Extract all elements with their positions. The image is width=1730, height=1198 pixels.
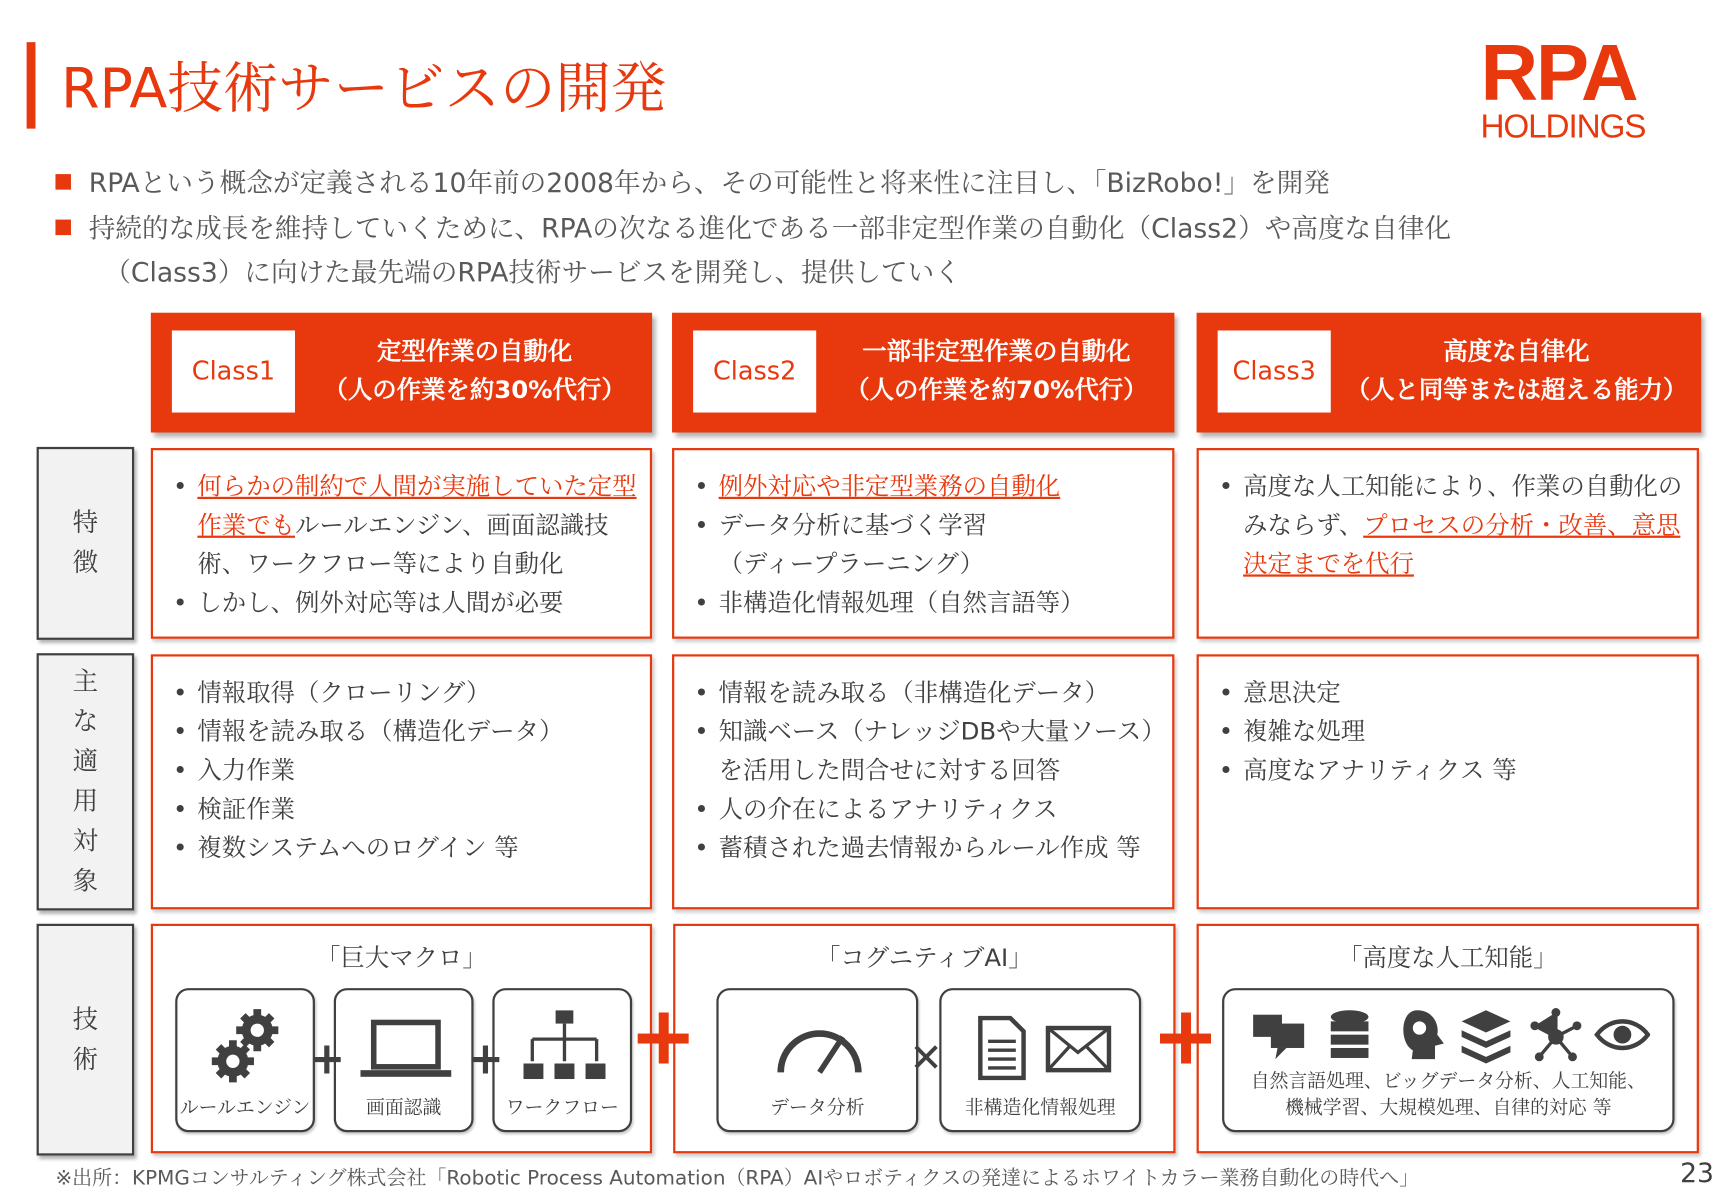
target-item-cont: を活用した問合せに対する回答 — [718, 757, 1061, 786]
class2-features — [672, 448, 1174, 639]
tech-workflow — [492, 988, 632, 1132]
ai-icons-row — [1251, 1006, 1650, 1068]
feature-item — [694, 468, 1161, 507]
class-badge: Class2 — [693, 330, 816, 412]
target-item: • 蓄積された過去情報からルール作成 等 — [694, 830, 1161, 869]
red-plus-icon — [638, 1012, 689, 1063]
label-char: 技 — [72, 1005, 99, 1035]
row-label-targets — [37, 653, 135, 910]
class1-tech — [151, 924, 652, 1154]
class3-header — [1197, 313, 1702, 433]
class3-targets — [1197, 654, 1699, 909]
target-item: • 情報を読み取る（構造化データ） — [173, 713, 639, 752]
class-badge: Class1 — [172, 330, 295, 412]
gears-icon — [208, 1006, 286, 1086]
class2-targets — [672, 654, 1174, 909]
label-char: 適 — [72, 747, 99, 777]
class3-tech — [1197, 924, 1699, 1154]
tech-title: 「高度な人工知能」 — [1337, 944, 1558, 973]
tech-data-analysis — [716, 988, 918, 1132]
target-item: • 複雑な処理 — [1219, 713, 1686, 752]
feature-item-cont: （ディープラーニング） — [718, 551, 985, 579]
class1-targets — [151, 654, 652, 909]
document-mail-icon — [977, 1015, 1112, 1082]
feature-item — [1219, 468, 1686, 584]
label-char: 用 — [72, 787, 99, 817]
target-item: • 検証作業 — [173, 791, 639, 830]
bullet-2 — [55, 206, 1451, 245]
tech-caption: 画面認識 — [365, 1096, 442, 1119]
label-char: 何らかの制約で人間が実施していた定型作業でも — [197, 473, 637, 541]
target-item: • 知識ベース（ナレッジDBや大量ソース） — [694, 713, 1161, 752]
target-item: • 情報を読み取る（非構造化データ） — [694, 674, 1161, 713]
label-char: 高度な人工知能により、作業の自動化のみならず、 — [1243, 473, 1683, 541]
tech-caption: 機械学習、大規模処理、自律的対応 等 — [1285, 1096, 1612, 1119]
class-subtitle: （人の作業を約30%代行） — [323, 377, 626, 405]
square-bullet-icon — [55, 220, 71, 236]
class-subtitle: （人の作業を約70%代行） — [845, 377, 1148, 405]
tech-rule-engine — [175, 988, 315, 1132]
target-item: • 高度なアナリティクス 等 — [1219, 752, 1686, 791]
tech-caption: ルールエンジン — [179, 1096, 311, 1119]
tech-caption: データ分析 — [770, 1096, 865, 1119]
class1-header — [151, 313, 652, 433]
tech-unstructured — [939, 988, 1141, 1132]
class-badge: Class3 — [1218, 330, 1331, 412]
label-char: な — [72, 707, 99, 737]
label-char: プロセスの分析・改善、意思決定までを代行 — [1243, 512, 1681, 579]
label-char: 特 — [72, 509, 99, 538]
target-item: • 情報取得（クローリング） — [173, 674, 639, 713]
square-bullet-icon — [55, 174, 71, 190]
logo-holdings: HOLDINGS — [1480, 108, 1646, 146]
times-icon: ✕ — [909, 1035, 943, 1082]
bullet-text: RPAという概念が定義される10年前の2008年から、その可能性と将来性に注目し、「BizRobo!」を開発 — [88, 167, 1330, 199]
class-title: 定型作業の自動化 — [377, 338, 573, 366]
laptop-icon — [360, 1019, 451, 1079]
page-number: 23 — [1680, 1157, 1714, 1189]
tech-title: 「巨大マクロ」 — [316, 944, 487, 973]
target-item: • 意思決定 — [1219, 674, 1686, 713]
class-subtitle: （人と同等または超える能力） — [1345, 377, 1688, 405]
red-plus-icon — [1160, 1012, 1211, 1063]
workflow-icon — [523, 1010, 605, 1081]
tech-caption: 非構造化情報処理 — [964, 1096, 1116, 1119]
title-accent-bar — [27, 42, 36, 128]
target-item: • 入力作業 — [173, 752, 639, 791]
class2-header — [672, 313, 1174, 433]
label-char: 術 — [72, 1045, 99, 1075]
class-title: 高度な自律化 — [1443, 338, 1590, 366]
database-icon — [1331, 1010, 1369, 1058]
label-char: 象 — [72, 867, 99, 897]
label-char: ルールエンジン、画面認識技術、ワークフロー等により自動化 — [197, 512, 609, 579]
bullet-text: 持続的な成長を維持していくために、RPAの次なる進化である一部非定型作業の自動化（Class2）や高度な自律化 — [88, 212, 1452, 244]
plus-icon: + — [466, 1033, 505, 1085]
feature-item: • しかし、例外対応等は人間が必要 — [173, 584, 639, 623]
tech-caption: ワークフロー — [505, 1096, 619, 1119]
page-title: RPA技術サービスの開発 — [60, 56, 667, 121]
label-char: 対 — [72, 827, 99, 857]
bullet-1 — [55, 161, 1329, 200]
class3-features — [1197, 448, 1699, 639]
footnote: ※出所：KPMGコンサルティング株式会社「Robotic Process Automation（RPA）AIやロボティクスの発達によるホワイトカラー業務自動化の時代へ」 — [55, 1166, 1420, 1190]
feature-item — [173, 468, 639, 584]
logo-rpa: RPA — [1480, 28, 1637, 118]
company-logo — [1480, 28, 1646, 146]
class-title: 一部非定型作業の自動化 — [862, 338, 1131, 366]
plus-icon: + — [308, 1033, 346, 1085]
feature-item: • 非構造化情報処理（自然言語等） — [694, 584, 1161, 623]
class1-features — [151, 448, 652, 639]
label-char: 例外対応や非定型業務の自動化 — [718, 473, 1061, 502]
label-char: 徴 — [72, 548, 99, 578]
gauge-icon — [774, 1021, 865, 1074]
tech-screen-recognition — [334, 988, 474, 1132]
row-label-features — [37, 447, 135, 640]
class2-tech — [673, 924, 1175, 1154]
feature-item: • データ分析に基づく学習 — [694, 507, 1161, 546]
label-char: 主 — [72, 667, 99, 697]
tech-caption: 自然言語処理、ビッグデータ分析、人工知能、 — [1250, 1070, 1646, 1093]
bullet-2-continued: （Class3）に向けた最先端のRPA技術サービスを開発し、提供していく — [104, 257, 961, 289]
tech-advanced-ai — [1222, 988, 1674, 1132]
target-item: • 複数システムへのログイン 等 — [173, 830, 639, 869]
target-item: • 人の介在によるアナリティクス — [694, 791, 1161, 830]
row-label-tech — [37, 924, 135, 1156]
tech-title: 「コグニティブAI」 — [816, 944, 1033, 973]
